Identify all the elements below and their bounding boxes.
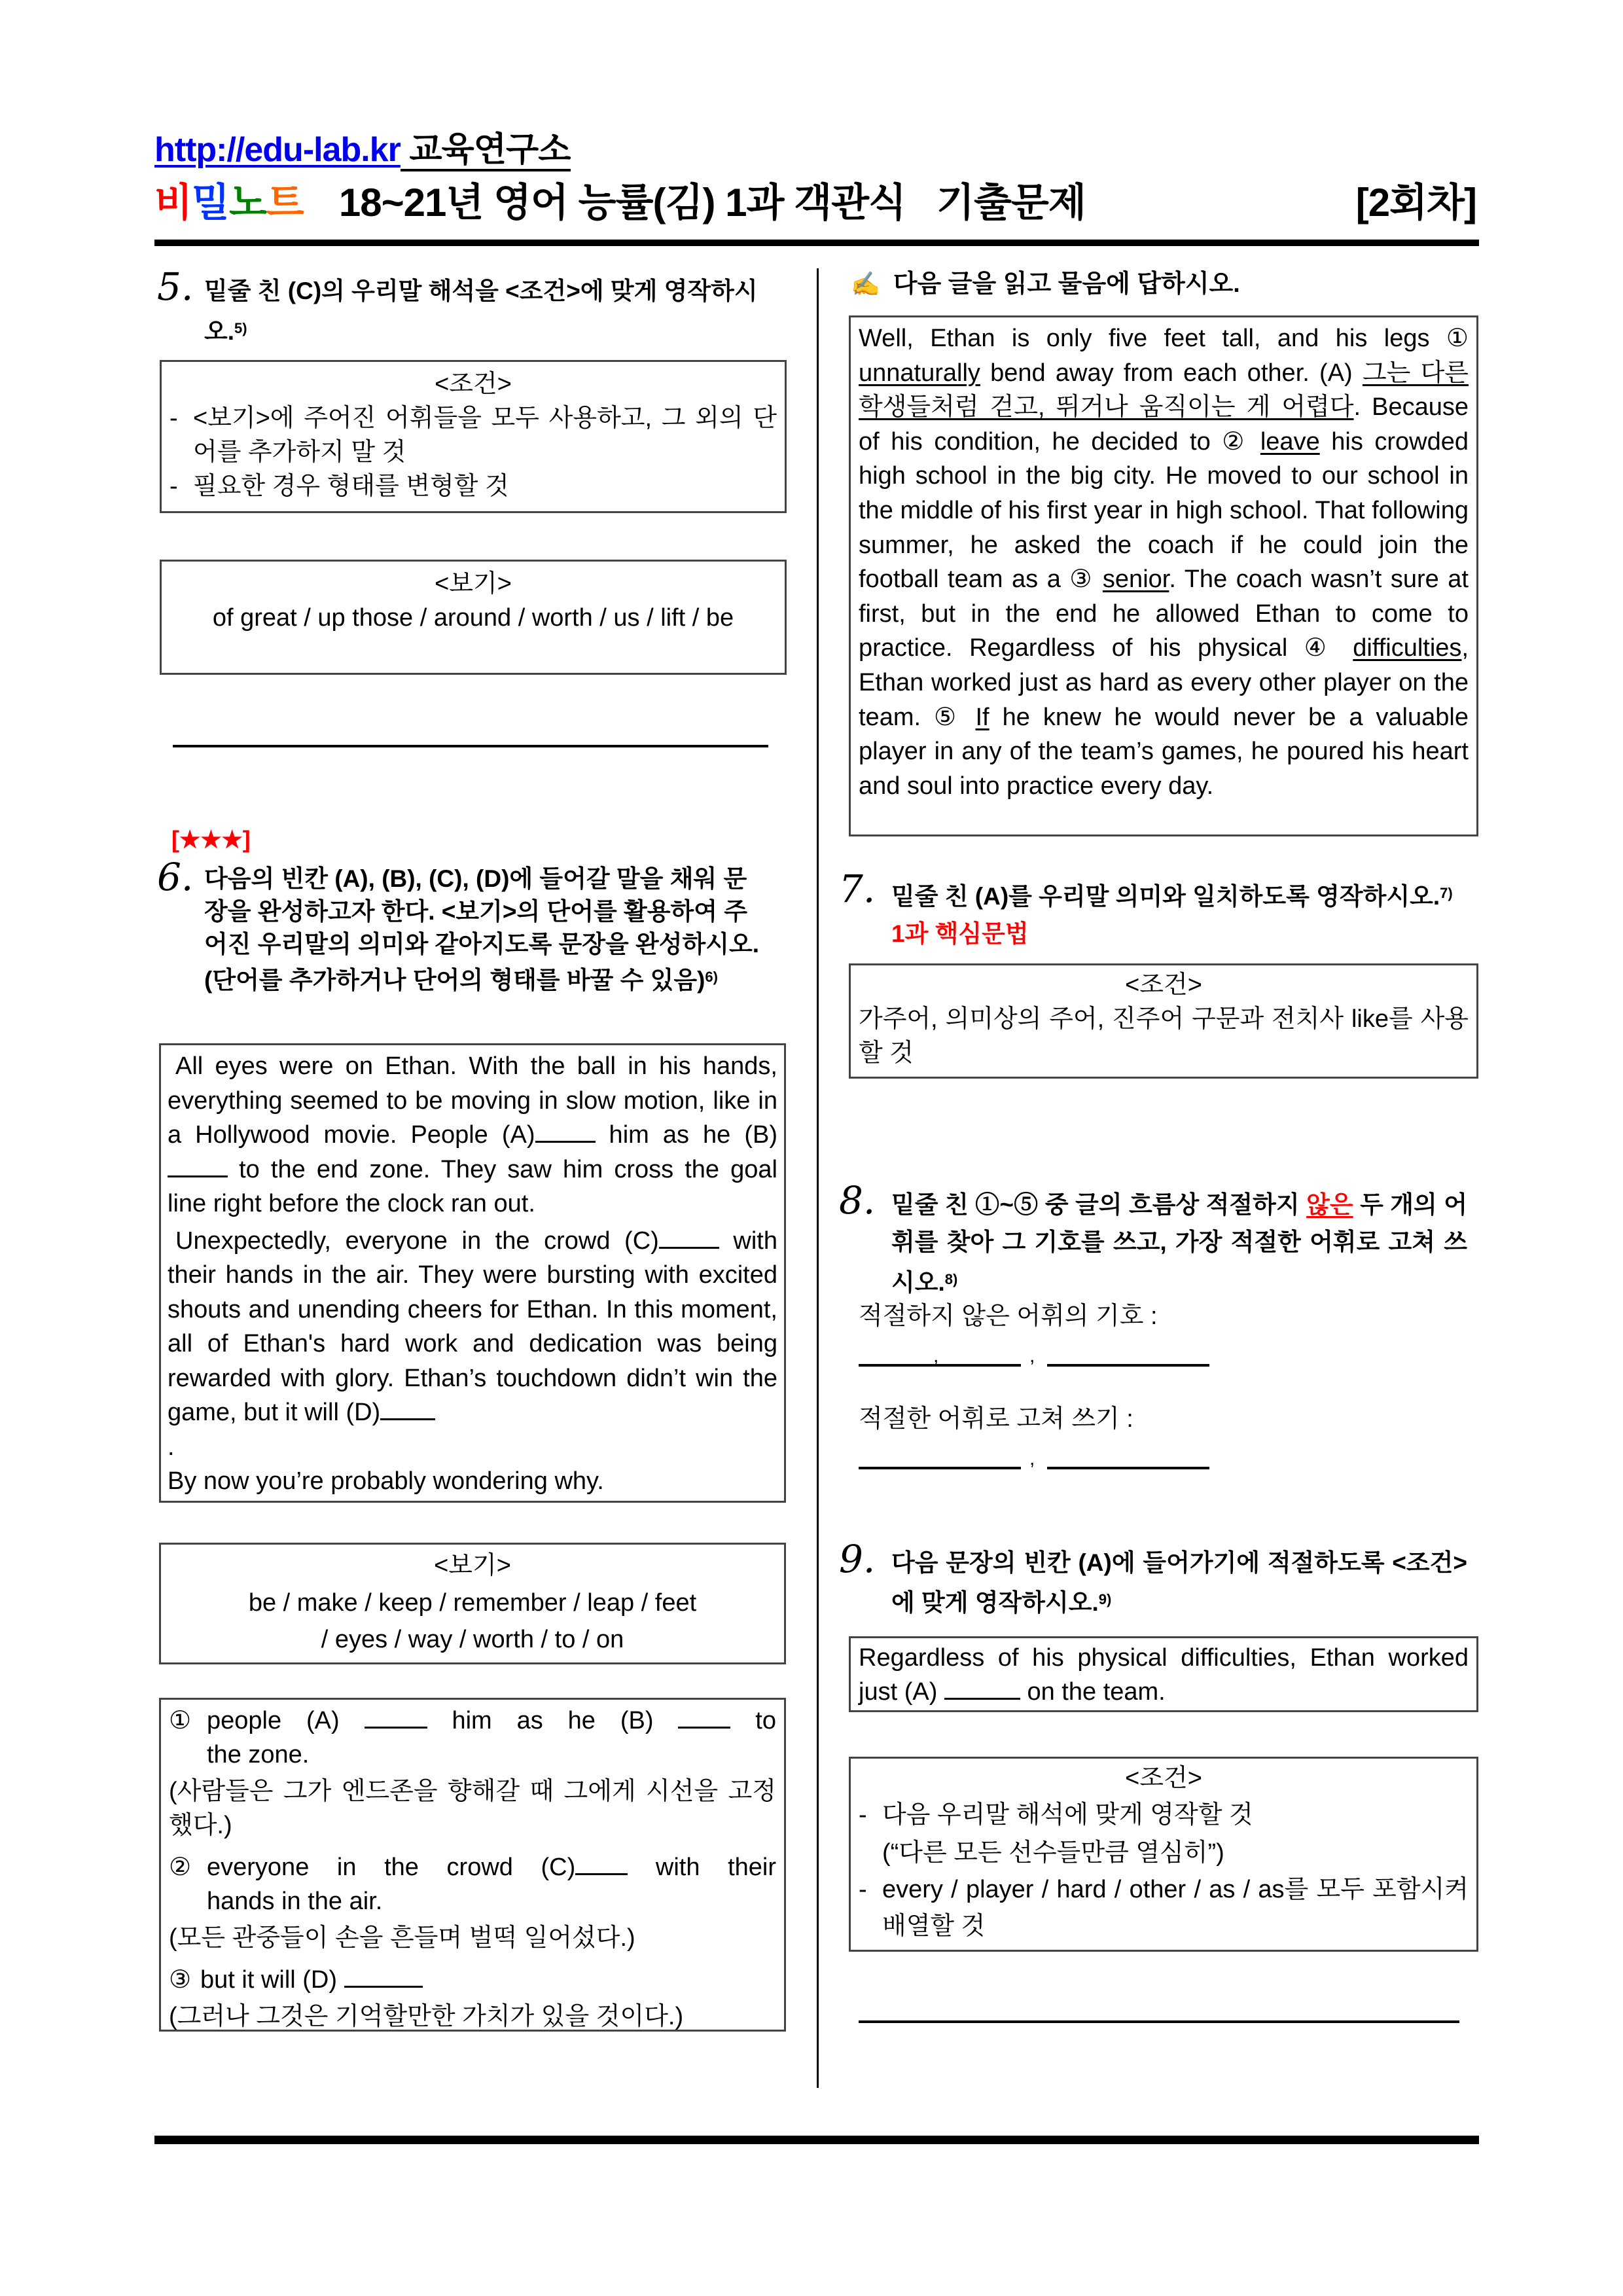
question-text: 밑줄 친 (A)를 우리말 의미와 일치하도록 영작하시오. — [891, 883, 1440, 910]
question-text: 다음의 빈칸 (A), (B), (C), (D)에 들어갈 말을 채워 문장을 완성하고자 한다. <보기>의 단어를 활용하여 주어진 우리말의 의미와 같아지도록 문장을 완성하시오. (단어를 추가하거나 단어의 형태를 바꿀 수 있음) — [204, 865, 760, 994]
brand-logo: 비밀노트 — [154, 181, 304, 224]
blank-A[interactable] — [944, 1678, 1020, 1700]
header-divider — [154, 240, 1479, 246]
footnote-mark: 7) — [1440, 885, 1453, 901]
answer-label-symbols: 적절하지 않은 어휘의 기호 : — [859, 1302, 1158, 1330]
round-label: [2회차] — [1355, 181, 1476, 224]
answer-blank-B[interactable] — [678, 1707, 730, 1729]
question-9 — [839, 1537, 1467, 1623]
example-title: <보기> — [435, 570, 512, 598]
example-words: be / make / keep / remember / leap / feet — [248, 1589, 697, 1617]
condition-item: - 필요한 경우 형태를 변형할 것 — [169, 473, 509, 500]
underlined-word-3: senior — [1102, 565, 1169, 594]
question-6 — [157, 855, 785, 1026]
korean-translation: (모든 관중들이 손을 흔들며 벌떡 일어섰다.) — [169, 1924, 635, 1952]
condition-text: 가주어, 의미상의 주어, 진주어 구문과 전치사 like를 사용할 것 — [859, 1005, 1469, 1067]
blank-C — [659, 1227, 719, 1249]
conditions-title: <조건> — [435, 370, 512, 398]
answer-label-corrections: 적절한 어휘로 고쳐 쓰기 : — [859, 1405, 1133, 1433]
answer-line[interactable] — [859, 1467, 1021, 1469]
grammar-tag: 1과 핵심문법 — [891, 920, 1029, 947]
answer-blank-C[interactable] — [575, 1854, 628, 1875]
site-url-link[interactable]: http://edu-lab.kr — [154, 131, 401, 169]
answer-blank-D[interactable] — [344, 1966, 423, 1988]
conditions-title: <조건> — [1125, 1765, 1202, 1792]
difficulty-badge: [★★★] — [171, 826, 251, 853]
site-name: 교육연구소 — [401, 131, 571, 171]
page-title — [154, 171, 1476, 224]
blank-A — [535, 1121, 596, 1143]
marker-5: ⑤ — [934, 703, 963, 731]
example-words: / eyes / way / worth / to / on — [321, 1626, 624, 1653]
passage-paragraph: By now you’re probably wondering why. — [168, 1467, 604, 1495]
underlined-word-2: leave — [1260, 427, 1320, 456]
writing-hand-icon: ✍ — [851, 270, 880, 297]
question-text: 밑줄 친 (C)의 우리말 해석을 <조건>에 맞게 영작하시오. — [204, 278, 758, 345]
footnote-mark: 5) — [234, 320, 247, 336]
underlined-word-5: If — [975, 703, 990, 731]
passage-paragraph: Unexpectedly, everyone in the crowd (C) with their hands in the air. They were bursting with excited shouts and unending cheers for Ethan. In this moment, all of Ethan's hard work and dedication was being rewarded with glory. Ethan’s touchdown didn’t win the game, but it will (D) — [168, 1227, 777, 1426]
footnote-mark: 6) — [705, 969, 718, 985]
condition-item: - <보기>에 주어진 어휘들을 모두 사용하고, 그 외의 단어를 추가하지 말 것 — [169, 404, 777, 466]
conditions-title: <조건> — [1125, 971, 1202, 999]
korean-translation: (사람들은 그가 엔드존을 향해갈 때 그에게 시선을 고정했다.) — [169, 1778, 776, 1839]
footnote-mark: 8) — [944, 1271, 958, 1287]
conditions-box — [160, 360, 787, 513]
answer-box: ① people (A) him as he (B) to the zone. (사람들은 그가 엔드존을 향해갈 때 그에게 시선을 고정했다.) ② everyone in the crowd (C) with their hands in the air. (모든 관중들이 손을 흔들며 벌떡 일어섰다.) ③ but it will (D) (그러나 그것은 기억할만한 가치가 있을 것이다.) — [159, 1698, 786, 2032]
site-header — [154, 122, 571, 171]
example-box — [159, 1543, 786, 1664]
emphasis-not: 않은 — [1306, 1191, 1353, 1218]
title-text: 18~21년 영어 능률(김) 1과 객관식 기출문제 — [338, 181, 1086, 224]
question-number: 9. — [839, 1537, 876, 1581]
blank-D — [380, 1399, 435, 1420]
conditions-box: <조건> - 다음 우리말 해석에 맞게 영작할 것 (“다른 모든 선수들만큼 열심히”) - every / player / hard / other / as / as를 모두 포함시켜 배열할 것 — [849, 1757, 1478, 1952]
sentence-box: Regardless of his physical difficulties, Ethan worked just (A) on the team. — [849, 1636, 1478, 1712]
reading-passage-box: Well, Ethan is only five feet tall, and his legs ① unnaturally bend away from each other. (A) 그는 다른 학생들처럼 걷고, 뛰거나 움직이는 게 어렵다. Because of his condition, he decided to ② leave his crowded high school in the big city. He moved to our school in the middle of his first year in high school. That following summer, he asked the coach if he could join the football team as a ③ senior. The coach wasn’t sure at first, but in the end he allowed Ethan to come to practice. Regardless of his physical ④ difficulties, Ethan worked just as hard as every other player on the team. ⑤ If he knew he would never be a valuable player in any of the team’s games, he poured his heart and soul into practice every day. — [849, 315, 1478, 836]
answer-item-1: ① people (A) him as he (B) to — [169, 1707, 776, 1734]
answer-line[interactable] — [859, 2020, 1459, 2023]
korean-translation: (그러나 그것은 기억할만한 가치가 있을 것이다.) — [169, 2003, 684, 2030]
column-divider — [817, 268, 819, 2088]
reading-instruction: ✍ 다음 글을 읽고 물음에 답하시오. — [851, 270, 1240, 298]
marker-1: ① — [1446, 325, 1469, 352]
question-number: 7. — [839, 867, 876, 911]
marker-2: ② — [1222, 427, 1249, 456]
answer-item-3: ③ but it will (D) — [169, 1963, 776, 1997]
footer-divider — [154, 2136, 1479, 2144]
example-words: of great / up those / around / worth / us / lift / be — [212, 604, 734, 632]
question-number: 5. — [157, 264, 194, 309]
question-8: 8. 밑줄 친 ①~⑤ 중 글의 흐름상 적절하지 않은 두 개의 어휘를 찾아 그 기호를 쓰고, 가장 적절한 어휘로 고쳐 쓰시오.$^{8)}$ — [839, 1178, 1467, 1296]
footnote-mark: 9) — [1098, 1591, 1112, 1607]
underlined-A: 그는 다른 학생들처럼 걷고, 뛰거나 움직이는 게 어렵다 — [859, 359, 1469, 422]
question-text: 다음 문장의 빈칸 (A)에 들어가기에 적절하도록 <조건>에 맞게 영작하시오. — [891, 1549, 1467, 1616]
answer-line[interactable] — [1047, 1364, 1209, 1367]
question-5 — [157, 264, 785, 351]
blank-B — [168, 1156, 228, 1177]
answer-line[interactable] — [173, 745, 768, 747]
example-title: <보기> — [434, 1552, 511, 1579]
answer-line[interactable] — [859, 1364, 1021, 1367]
conditions-box — [849, 963, 1478, 1079]
question-number: 6. — [157, 855, 194, 899]
condition-item: - every / player / hard / other / as / as를 모두 포함시켜 배열할 것 — [859, 1876, 1469, 1940]
condition-item: - 다음 우리말 해석에 맞게 영작할 것 — [859, 1801, 1253, 1829]
answer-blank-A[interactable] — [365, 1707, 427, 1729]
passage-box: All eyes were on Ethan. With the ball in his hands, everything seemed to be moving in slow motion, like in a Hollywood movie. People (A) him as he (B) to the end zone. They saw him cross the goal line right before the clock ran out. Unexpectedly, everyone in the crowd (C) with their hands in the air. They were bursting with excited shouts and unending cheers for Ethan. In this moment, all of Ethan's hard work and dedication was being rewarded with glory. Ethan’s touchdown didn’t win the game, but it will (D) . By now you’re probably wondering why. — [159, 1043, 786, 1503]
question-number: 8. — [839, 1178, 876, 1223]
passage-paragraph: All eyes were on Ethan. With the ball in his hands, everything seemed to be moving in slow motion, like in a Hollywood movie. People (A) him as he (B) to the end zone. They saw him cross the goal line right before the clock ran out. — [168, 1052, 777, 1217]
underlined-word-4: difficulties — [1353, 634, 1462, 662]
example-box — [160, 560, 787, 675]
marker-3: ③ — [1069, 565, 1094, 594]
question-7 — [839, 867, 1467, 953]
underlined-word-1: unnaturally — [859, 359, 980, 387]
answer-item-2: ② everyone in the crowd (C) with their — [169, 1854, 776, 1881]
answer-line[interactable] — [1047, 1467, 1209, 1469]
marker-4: ④ — [1304, 634, 1336, 662]
